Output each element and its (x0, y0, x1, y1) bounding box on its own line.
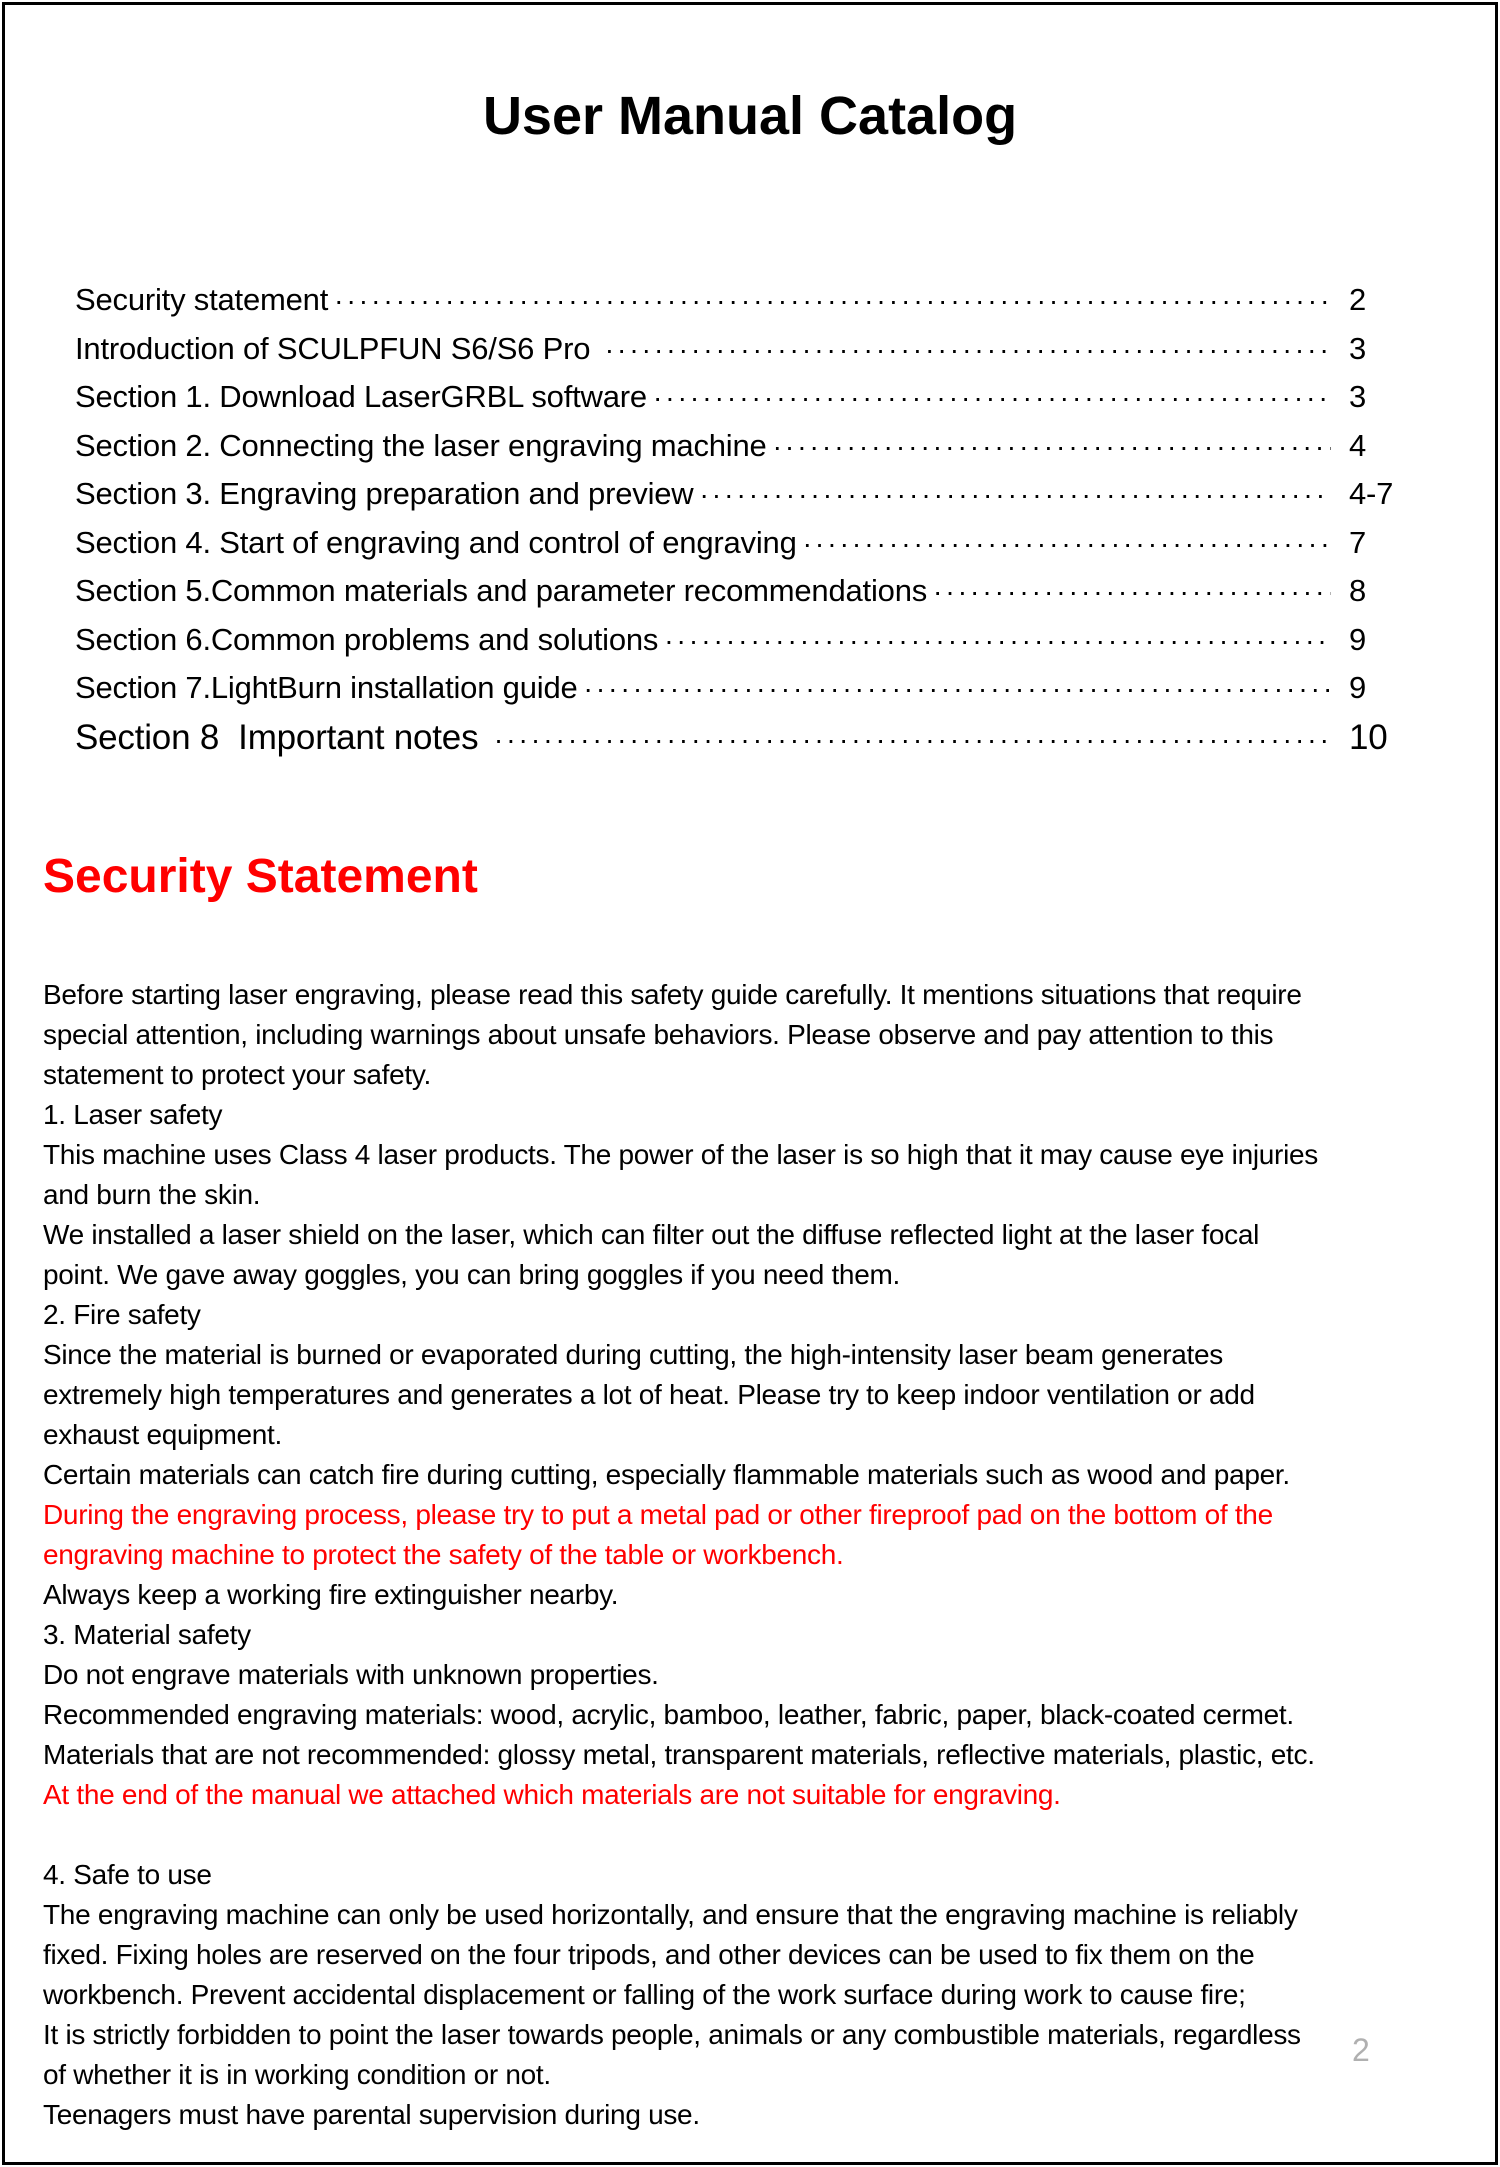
body-line: 4. Safe to use (43, 1859, 212, 1890)
body-line: 1. Laser safety (43, 1099, 223, 1130)
body-line: fixed. Fixing holes are reserved on the four tripods, and other devices can be used to fix them on the (43, 1939, 1255, 1970)
toc-page-number: 10 (1349, 717, 1388, 757)
body-line: workbench. Prevent accidental displacement or falling of the work surface during work to cause fire; (43, 1979, 1246, 2010)
body-line: The engraving machine can only be used horizontally, and ensure that the engraving machine is reliably (43, 1899, 1298, 1930)
body-line-warning: engraving machine to protect the safety of the table or workbench. (43, 1539, 844, 1570)
toc-row (75, 325, 1395, 374)
toc-entry-label: Section 4. Start of engraving and control of engraving (75, 524, 797, 560)
body-line: We installed a laser shield on the laser, which can filter out the diffuse reflected light at the laser focal (43, 1219, 1260, 1250)
body-line: Since the material is burned or evaporated during cutting, the high-intensity laser beam generates (43, 1339, 1223, 1370)
body-line: Certain materials can catch fire during cutting, especially flammable materials such as wood and paper. (43, 1459, 1290, 1490)
toc-entry-label: Section 5.Common materials and parameter recommendations (75, 573, 928, 608)
toc-entry-label: Introduction of SCULPFUN S6/S6 Pro (75, 330, 599, 366)
toc-page-number: 3 (1349, 330, 1367, 366)
toc-leader-dots (933, 568, 1331, 616)
toc-leader-dots (653, 374, 1331, 422)
toc-row (75, 470, 1395, 519)
security-statement-body (43, 975, 1473, 2135)
page-number: 2 (1352, 2032, 1370, 2068)
toc-page-number: 9 (1349, 621, 1367, 657)
body-line: special attention, including warnings about unsafe behaviors. Please observe and pay attention to this (43, 1019, 1274, 1050)
toc-entry-label: Section 1. Download LaserGRBL software (75, 379, 647, 414)
body-line: statement to protect your safety. (43, 1059, 431, 1090)
toc-page-number: 9 (1349, 670, 1367, 705)
body-line: This machine uses Class 4 laser products. The power of the laser is so high that it may cause eye injuries (43, 1139, 1318, 1170)
body-line-warning: At the end of the manual we attached which materials are not suitable for engraving. (43, 1779, 1061, 1810)
body-line: point. We gave away goggles, you can bring goggles if you need them. (43, 1259, 900, 1290)
toc-leader-dots (584, 665, 1331, 713)
toc-page-number: 2 (1349, 282, 1367, 317)
body-line: It is strictly forbidden to point the laser towards people, animals or any combustible materials, regardless (43, 2019, 1301, 2050)
toc-page-number: 7 (1349, 524, 1367, 560)
toc-leader-dots (334, 277, 1331, 325)
toc-row (75, 664, 1395, 713)
toc-row (75, 519, 1395, 568)
body-line-blank (43, 1815, 1473, 1855)
body-line: Recommended engraving materials: wood, acrylic, bamboo, leather, fabric, paper, black-coated cermet. (43, 1699, 1294, 1730)
body-line: Materials that are not recommended: glossy metal, transparent materials, reflective materials, plastic, etc. (43, 1739, 1315, 1770)
toc-entry-label: Section 7.LightBurn installation guide (75, 670, 578, 705)
toc-entry-label: Section 6.Common problems and solutions (75, 621, 659, 657)
toc-page-number: 3 (1349, 379, 1367, 414)
toc-entry-label: Security statement (75, 282, 329, 317)
toc-leader-dots (803, 520, 1331, 568)
toc-leader-dots (605, 326, 1331, 374)
toc-page-number: 4 (1349, 427, 1367, 463)
toc-row (75, 373, 1395, 422)
toc-row (75, 616, 1395, 665)
toc-row (75, 422, 1395, 471)
toc-leader-dots (664, 617, 1331, 665)
table-of-contents (75, 276, 1395, 765)
security-statement-heading: Security Statement (43, 850, 478, 903)
page-title: User Manual Catalog (482, 86, 1018, 146)
toc-row (75, 713, 1395, 765)
toc-row (75, 567, 1395, 616)
toc-leader-dots (773, 423, 1331, 471)
toc-entry-label: Section 2. Connecting the laser engraving machine (75, 427, 767, 463)
body-line: exhaust equipment. (43, 1419, 282, 1450)
body-line: Teenagers must have parental supervision during use. (43, 2099, 700, 2130)
body-line-warning: During the engraving process, please try to put a metal pad or other fireproof pad on the bottom of the (43, 1499, 1273, 1530)
toc-row (75, 276, 1395, 325)
toc-leader-dots (494, 715, 1331, 765)
toc-entry-label: Section 3. Engraving preparation and preview (75, 476, 694, 511)
body-line: Do not engrave materials with unknown properties. (43, 1659, 659, 1690)
toc-entry-label: Section 8 Important notes (75, 717, 488, 757)
body-line: Always keep a working fire extinguisher nearby. (43, 1579, 619, 1610)
body-line: extremely high temperatures and generates a lot of heat. Please try to keep indoor ventilation or add (43, 1379, 1255, 1410)
body-line: 2. Fire safety (43, 1299, 201, 1330)
toc-leader-dots (699, 471, 1331, 519)
body-line: of whether it is in working condition or not. (43, 2059, 551, 2090)
toc-page-number: 4-7 (1349, 476, 1394, 511)
body-line: and burn the skin. (43, 1179, 261, 1210)
body-line: 3. Material safety (43, 1619, 251, 1650)
toc-page-number: 8 (1349, 573, 1367, 608)
body-line: Before starting laser engraving, please read this safety guide carefully. It mentions situations that require (43, 979, 1302, 1010)
